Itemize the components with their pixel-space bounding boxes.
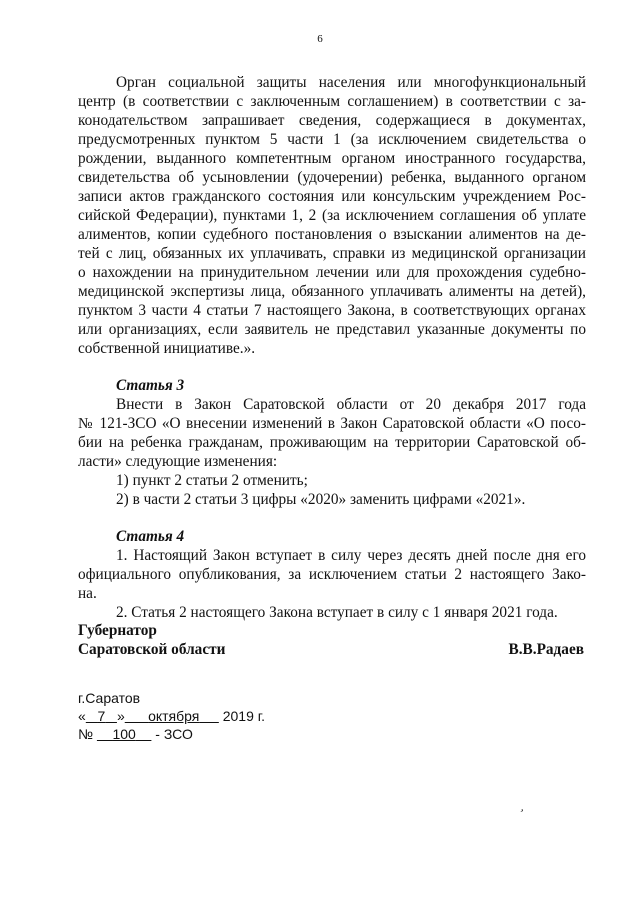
text-line: рождении, выданного компетентным органом иностранного государства,	[78, 150, 586, 167]
text-line: пунктом 3 части 4 статьи 7 настоящего Закона, в соответствующих органах	[78, 302, 586, 319]
signatory-region: Саратовской области	[78, 641, 226, 658]
page-number: 6	[317, 33, 323, 45]
date-close-quote: »	[116, 708, 125, 724]
text-line: центр (в соответствии с заключенным соглашением) в соответствии с за-	[78, 93, 586, 110]
text-line: Орган социальной защиты населения или многофункциональный	[116, 74, 586, 91]
number-value: 100	[112, 726, 136, 742]
text-line: ласти» следующие изменения:	[78, 453, 278, 470]
text-line: собственной инициативе.».	[78, 340, 256, 357]
date-month: октября	[148, 708, 200, 724]
text-line: записи актов гражданского состояния или консульским учреждением Рос-	[78, 188, 586, 205]
text-line: бии на ребенка гражданам, проживающим на территории Саратовской об-	[78, 434, 586, 451]
stray-mark: ʼ	[516, 805, 526, 821]
text-line: официального опубликования, за исключением статьи 2 настоящего Зако-	[78, 566, 586, 583]
text-line: сийской Федерации), пунктами 1, 2 (за исключением соглашения об уплате	[78, 207, 586, 224]
text-line: алиментов, копии судебного постановления о взыскании алиментов на де-	[78, 226, 586, 243]
date-open-quote: «	[78, 708, 86, 724]
text-line: или организациях, если заявитель не представил указанные документы по	[78, 321, 586, 338]
number-prefix: №	[78, 726, 94, 742]
text-line: свидетельства об усыновлении (удочерении) ребенка, выданного органом	[78, 169, 586, 186]
list-item: 1) пункт 2 статьи 2 отменить;	[116, 472, 308, 489]
number-suffix: - ЗСО	[155, 726, 193, 742]
registration-date	[78, 708, 265, 725]
text-line: на.	[78, 585, 97, 602]
text-line: № 121-ЗСО «О внесении изменений в Закон Саратовской области «О посо-	[78, 415, 586, 432]
registration-number	[78, 726, 193, 743]
date-year: 2019 г.	[222, 708, 266, 724]
text-line: 1. Настоящий Закон вступает в силу через десять дней после дня его	[116, 547, 586, 564]
text-line: конодательством запрашивает сведения, содержащиеся в документах,	[78, 112, 586, 129]
signatory-title: Губернатор	[78, 622, 157, 639]
article-4-heading: Статья 4	[116, 528, 185, 545]
list-item: 2. Статья 2 настоящего Закона вступает в силу с 1 января 2021 года.	[116, 604, 558, 621]
text-line: тей с лиц, обязанных их уплачивать, справки из медицинской организации	[78, 245, 586, 262]
text-line: медицинской экспертизы лица, обязанного уплачивать алименты на детей),	[78, 283, 586, 300]
text-line: предусмотренных пунктом 5 части 1 (за исключением свидетельства о	[78, 131, 586, 148]
text-line: о нахождении на принудительном лечении или для прохождения судебно-	[78, 264, 586, 281]
article-3-heading: Статья 3	[116, 377, 185, 394]
list-item: 2) в части 2 статьи 3 цифры «2020» заменить цифрами «2021».	[116, 491, 526, 508]
signatory-name: В.В.Радаев	[508, 641, 584, 658]
text-line: Внести в Закон Саратовской области от 20 декабря 2017 года	[116, 396, 586, 413]
registration-city: г.Саратов	[78, 690, 141, 706]
date-day: 7	[97, 708, 106, 724]
